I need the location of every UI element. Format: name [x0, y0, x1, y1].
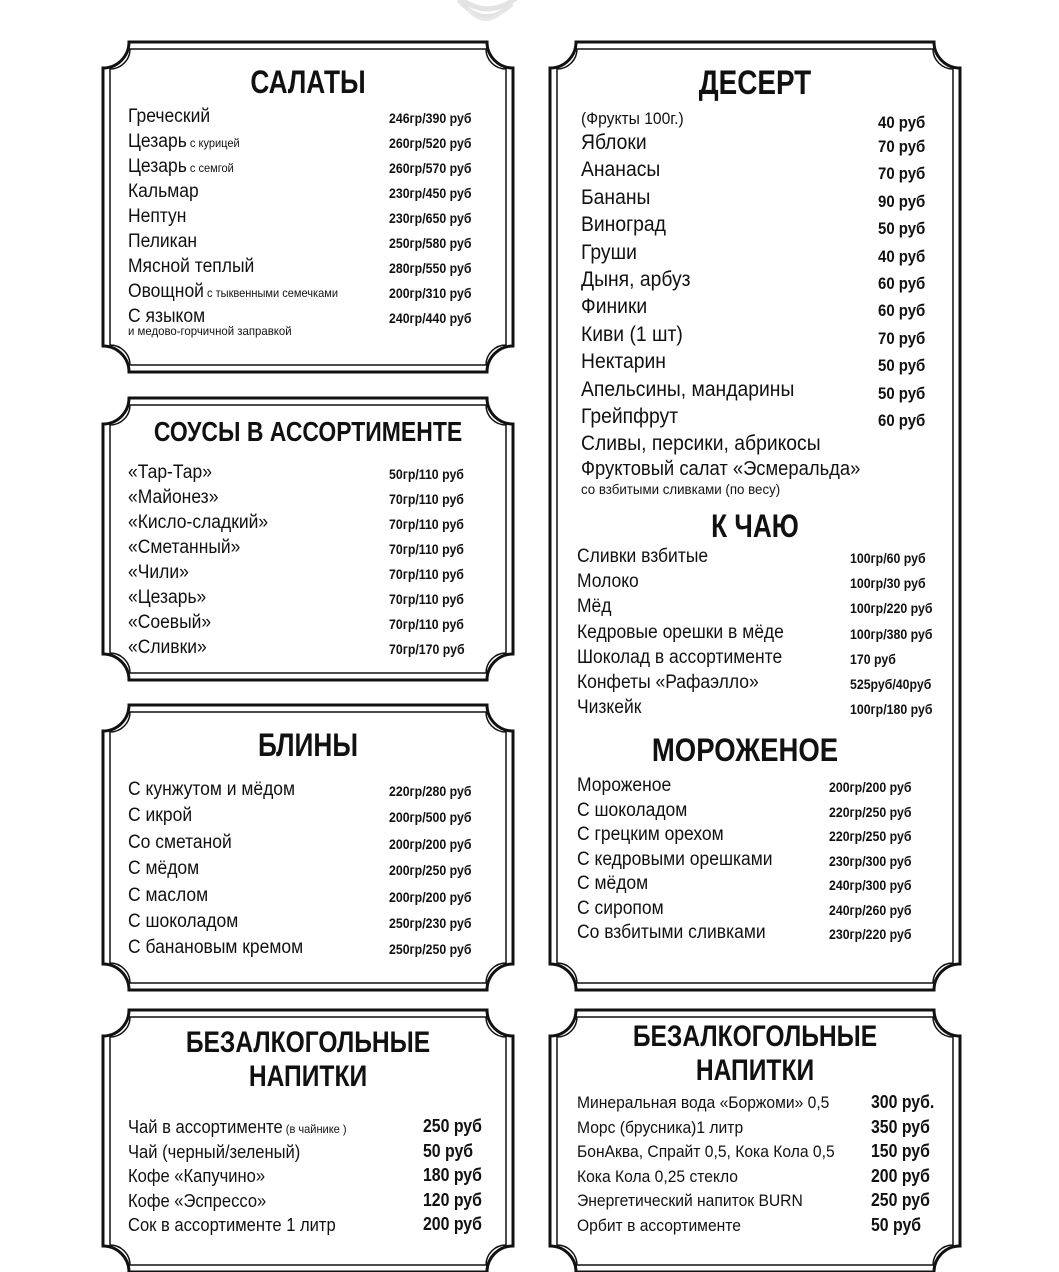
- item-price: 250 руб: [423, 1116, 482, 1136]
- item-price: 240гр/260 руб: [829, 901, 912, 918]
- fruit-salad-name: Фруктовый салат «Эсмеральда»: [581, 458, 861, 480]
- item-name: Энергетический напиток BURN: [577, 1191, 803, 1211]
- item-price: 240гр/440 руб: [389, 310, 472, 326]
- item-name: Цезарь с курицей: [128, 131, 240, 152]
- item-price: 70гр/110 руб: [389, 616, 464, 632]
- item-price: 250гр/250 руб: [389, 941, 472, 958]
- item-name: Чизкейк: [577, 697, 642, 719]
- item-name: «Сливки»: [128, 637, 207, 658]
- item-price: 230гр/300 руб: [829, 852, 912, 869]
- item-name: «Майонез»: [128, 487, 219, 508]
- menu-item: [128, 805, 498, 831]
- item-price: 100гр/30 руб: [850, 575, 926, 592]
- menu-item: [128, 1165, 498, 1190]
- item-price: 246гр/390 руб: [389, 110, 472, 126]
- item-name: С языком: [128, 306, 206, 327]
- watermark-swirl: [440, 0, 530, 40]
- menu-item: [128, 487, 498, 512]
- item-name: Яблоки: [581, 131, 647, 154]
- item-price: 220гр/250 руб: [829, 828, 912, 844]
- item-name: Цезарь с семгой: [128, 156, 234, 177]
- menu-item: [128, 911, 498, 937]
- item-price: 230гр/220 руб: [829, 926, 912, 942]
- item-name: Греческий: [128, 106, 211, 127]
- item-name: Киви (1 шт): [581, 322, 683, 346]
- menu-item: [577, 800, 947, 825]
- menu-item: [577, 1215, 947, 1240]
- menu-item: [128, 637, 498, 662]
- item-price: 70 руб: [878, 137, 926, 156]
- item-price: 200гр/310 руб: [389, 285, 472, 301]
- drinks-right-panel: [550, 1010, 960, 1272]
- item-name: С грецким орехом: [577, 824, 724, 845]
- item-name: Грейпфрут: [581, 405, 679, 428]
- item-price: 60 руб: [878, 301, 926, 321]
- item-name: Кофе «Капучино»: [128, 1166, 266, 1187]
- item-price: 70 руб: [878, 164, 926, 184]
- item-price: 50 руб: [878, 356, 926, 376]
- menu-item: [128, 462, 498, 487]
- icecream-title: МОРОЖЕНОЕ: [651, 732, 839, 768]
- item-name: Орбит в ассортименте: [577, 1216, 741, 1235]
- item-name: БонАква, Спрайт 0,5, Кока Кола 0,5: [577, 1142, 835, 1162]
- item-subnote: и медово-горчичной заправкой: [128, 324, 292, 338]
- item-name: Нектарин: [581, 350, 666, 374]
- item-name: Шоколад в ассортименте: [577, 646, 783, 668]
- item-price: 260гр/570 руб: [389, 160, 472, 176]
- menu-item: [128, 587, 498, 612]
- item-price: 280гр/550 руб: [389, 260, 472, 276]
- drinks-right-title-line2: НАПИТКИ: [695, 1054, 815, 1087]
- menu-item: [581, 433, 941, 460]
- item-price: 50 руб: [423, 1140, 474, 1161]
- item-price: 100гр/380 руб: [850, 625, 933, 642]
- menu-item: [128, 231, 498, 256]
- item-name: Сливы, персики, абрикосы: [581, 432, 821, 456]
- item-price: 200 руб: [871, 1165, 930, 1186]
- item-price: 200гр/200 руб: [829, 779, 912, 795]
- item-price: 170 руб: [850, 650, 896, 667]
- sauces-title: СОУСЫ В АССОРТИМЕНТЕ: [153, 416, 463, 447]
- item-name: Конфеты «Рафаэлло»: [577, 672, 759, 693]
- item-name: С икрой: [128, 805, 193, 827]
- item-name: С шоколадом: [577, 799, 688, 821]
- pancakes-panel: [103, 705, 513, 990]
- menu-item: [577, 1092, 947, 1117]
- item-price: 200гр/500 руб: [389, 809, 472, 826]
- item-name: Кальмар: [128, 181, 199, 202]
- item-price: 40 руб: [878, 246, 926, 266]
- item-name: С мёдом: [577, 873, 649, 894]
- item-name: Кедровые орешки в мёде: [577, 621, 784, 643]
- menu-item: [128, 1214, 498, 1239]
- item-name: Молоко: [577, 571, 639, 593]
- menu-item: [577, 697, 947, 722]
- drinks-left-title-line1: БЕЗАЛКОГОЛЬНЫЕ: [185, 1026, 431, 1059]
- item-price: 150 руб: [871, 1141, 930, 1162]
- sauces-panel: [103, 398, 513, 680]
- menu-item: [577, 596, 947, 621]
- menu-item: [577, 672, 947, 697]
- menu-item: [581, 269, 941, 296]
- item-name: Виноград: [581, 213, 666, 237]
- item-price: 100гр/180 руб: [850, 701, 933, 718]
- menu-item: [581, 379, 941, 406]
- item-name: Бананы: [581, 185, 651, 209]
- menu-item: [577, 873, 947, 898]
- item-name: «Сметанный»: [128, 537, 241, 558]
- item-price: 100гр/220 руб: [850, 600, 933, 617]
- menu-item: [128, 832, 498, 858]
- item-name: Чай (черный/зеленый): [128, 1141, 301, 1162]
- menu-item: [128, 206, 498, 231]
- item-name: Сливки взбитые: [577, 546, 709, 567]
- dessert-panel: [550, 42, 960, 990]
- dessert-title: ДЕСЕРТ: [698, 64, 812, 102]
- menu-item: [577, 1166, 947, 1191]
- pancakes-title: БЛИНЫ: [257, 727, 359, 763]
- item-price: 90 руб: [878, 191, 926, 211]
- item-name: Дыня, арбуз: [581, 268, 691, 291]
- item-name: Чай в ассортименте (в чайнике ): [128, 1117, 347, 1137]
- item-name: С шоколадом: [128, 911, 239, 932]
- menu-item: [128, 131, 498, 156]
- item-note: с курицей: [186, 136, 240, 150]
- item-price: 70гр/110 руб: [389, 591, 464, 607]
- item-name: Финики: [581, 295, 648, 319]
- menu-item: [128, 156, 498, 181]
- item-price: 60 руб: [878, 274, 926, 293]
- menu-item: [128, 612, 498, 637]
- salads-panel: [103, 42, 513, 372]
- menu-item: [128, 181, 498, 206]
- menu-item: [581, 132, 941, 159]
- item-price: 70гр/170 руб: [389, 641, 465, 657]
- menu-item: [128, 1141, 498, 1166]
- item-name: С маслом: [128, 884, 209, 906]
- menu-item: [128, 281, 498, 306]
- menu-item: [581, 406, 941, 433]
- item-price: 70гр/110 руб: [389, 566, 464, 582]
- item-price: 220гр/250 руб: [829, 803, 912, 820]
- item-price: 260гр/520 руб: [389, 135, 472, 151]
- item-price: 350 руб: [871, 1116, 930, 1137]
- item-name: Со взбитыми сливками: [577, 922, 766, 943]
- item-price: 230гр/650 руб: [389, 210, 472, 226]
- drinks-right-title-line1: БЕЗАЛКОГОЛЬНЫЕ: [632, 1020, 878, 1053]
- menu-item: [581, 214, 941, 241]
- menu-item: [128, 306, 498, 338]
- item-price: 120 руб: [423, 1189, 482, 1210]
- menu-item: [128, 256, 498, 281]
- item-name: С кунжутом и мёдом: [128, 779, 296, 800]
- menu-item: [581, 351, 941, 378]
- fruits-note: (Фрукты 100г.): [581, 109, 684, 128]
- item-name: Мороженое: [577, 775, 672, 796]
- item-name: Апельсины, мандарины: [581, 377, 795, 401]
- item-name: Кока Кола 0,25 стекло: [577, 1166, 738, 1186]
- item-price: 220гр/280 руб: [389, 783, 472, 799]
- drinks-left-title-line2: НАПИТКИ: [248, 1060, 368, 1093]
- item-name: Сок в ассортименте 1 литр: [128, 1215, 336, 1236]
- fruit-salad-sub: со взбитыми сливками (по весу): [581, 481, 781, 497]
- item-price: 250гр/580 руб: [389, 235, 472, 251]
- menu-item: [577, 622, 947, 647]
- item-name: «Цезарь»: [128, 587, 207, 608]
- item-name: Мёд: [577, 596, 612, 618]
- salads-title: САЛАТЫ: [250, 64, 366, 100]
- menu-item: [581, 187, 941, 214]
- menu-item: [577, 898, 947, 923]
- menu-item: [577, 824, 947, 849]
- item-price: 230гр/450 руб: [389, 185, 472, 201]
- item-name: «Тар-Тар»: [128, 462, 212, 483]
- menu-item: [581, 324, 941, 351]
- menu-item: [128, 779, 498, 805]
- item-price: 525руб/40руб: [850, 676, 932, 692]
- item-name: «Соевый»: [128, 612, 212, 633]
- menu-item: [577, 1117, 947, 1142]
- menu-item: [577, 546, 947, 571]
- item-price: 200гр/200 руб: [389, 835, 472, 852]
- item-price: 250 руб: [871, 1190, 930, 1211]
- item-name: Мясной теплый: [128, 256, 255, 277]
- menu-item: [577, 1190, 947, 1215]
- menu-item: [577, 922, 947, 947]
- fruits-note-price: 40 руб: [878, 113, 926, 132]
- menu-item: [581, 296, 941, 323]
- menu-item: [128, 937, 498, 963]
- item-name: С сиропом: [577, 897, 664, 919]
- menu-item: [577, 849, 947, 874]
- item-name: Морс (брусника)1 литр: [577, 1117, 744, 1137]
- menu-item: [128, 106, 498, 131]
- menu-item: [128, 1116, 498, 1141]
- item-price: 200гр/200 руб: [389, 888, 472, 905]
- menu-item: [581, 242, 941, 269]
- tea-title: К ЧАЮ: [711, 508, 799, 544]
- menu-item: [128, 885, 498, 911]
- item-price: 240гр/300 руб: [829, 877, 912, 893]
- item-name: «Чили»: [128, 562, 189, 583]
- item-name: Ананасы: [581, 158, 661, 182]
- item-name: Пеликан: [128, 231, 198, 252]
- item-name: С мёдом: [128, 858, 200, 880]
- menu-item: [577, 571, 947, 596]
- item-name: Со сметаной: [128, 831, 232, 853]
- item-price: 200гр/250 руб: [389, 862, 472, 879]
- item-price: 200 руб: [423, 1214, 482, 1235]
- menu-item: [577, 647, 947, 672]
- item-note: с семгой: [186, 161, 234, 175]
- item-price: 250гр/230 руб: [389, 915, 472, 931]
- item-price: 70гр/110 руб: [389, 516, 464, 532]
- menu-item: [128, 562, 498, 587]
- item-name: Овощной с тыквенными семечками: [128, 281, 338, 302]
- menu-item: [581, 159, 941, 186]
- drinks-left-panel: [103, 1010, 513, 1272]
- item-name: Нептун: [128, 206, 187, 227]
- item-price: 70 руб: [878, 328, 926, 348]
- item-name: Минеральная вода «Боржоми» 0,5: [577, 1093, 830, 1112]
- item-price: 50гр/110 руб: [389, 466, 464, 482]
- menu-item: [577, 775, 947, 800]
- menu-item: [577, 1141, 947, 1166]
- item-price: 50 руб: [878, 219, 926, 239]
- menu-item: [128, 537, 498, 562]
- item-price: 50 руб: [871, 1215, 922, 1235]
- item-price: 60 руб: [878, 411, 926, 430]
- menu-item: [128, 1190, 498, 1215]
- item-price: 50 руб: [878, 383, 926, 403]
- item-name: С банановым кремом: [128, 937, 304, 959]
- item-price: 300 руб.: [871, 1092, 935, 1112]
- item-price: 70гр/110 руб: [389, 491, 464, 507]
- item-note: с тыквенными семечками: [203, 286, 338, 300]
- menu-item: [128, 858, 498, 884]
- menu-item: [128, 512, 498, 537]
- item-name: С кедровыми орешками: [577, 848, 773, 870]
- item-note: (в чайнике ): [282, 1122, 347, 1136]
- item-price: 70гр/110 руб: [389, 541, 464, 557]
- item-name: Кофе «Эспрессо»: [128, 1190, 267, 1211]
- item-price: 100гр/60 руб: [850, 550, 926, 566]
- item-name: Груши: [581, 240, 637, 264]
- item-name: «Кисло-сладкий»: [128, 512, 269, 533]
- item-price: 180 руб: [423, 1165, 482, 1186]
